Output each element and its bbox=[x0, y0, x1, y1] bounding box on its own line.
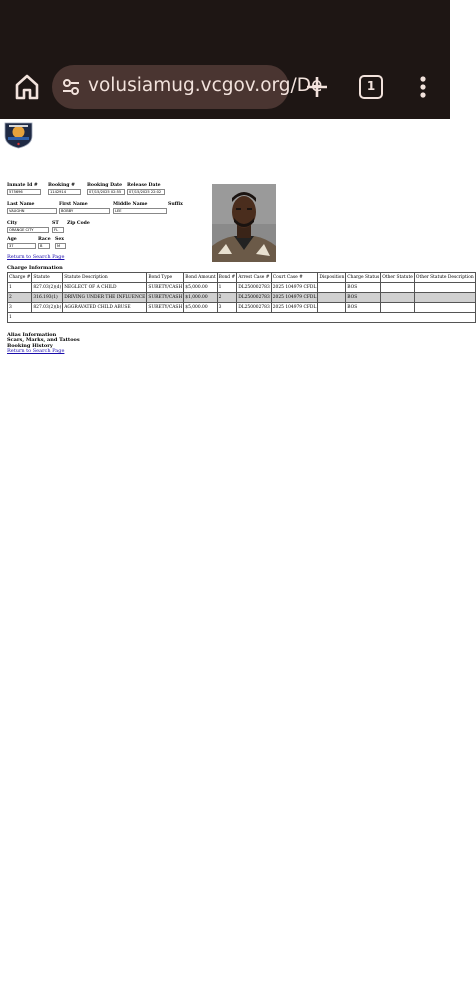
header-other-statute: Other Statute bbox=[381, 273, 415, 283]
cell: $1,000.00 bbox=[184, 293, 217, 303]
cell bbox=[318, 283, 346, 293]
cell: 2 bbox=[217, 293, 237, 303]
cell: 316.193(1) bbox=[32, 293, 63, 303]
scars-marks-tattoos-heading: Scars, Marks, and Tattoos bbox=[7, 337, 80, 343]
cell: 2025 104979 CFDL bbox=[271, 303, 318, 313]
booking-date-label: Booking Date bbox=[87, 183, 123, 188]
age-label: Age bbox=[7, 237, 17, 242]
cell bbox=[414, 283, 475, 293]
county-seal-logo bbox=[3, 121, 34, 149]
return-to-search-link-bottom[interactable]: Return to Search Page bbox=[7, 348, 65, 354]
new-tab-icon[interactable] bbox=[304, 72, 330, 102]
header-statute-description: Statute Description bbox=[63, 273, 147, 283]
more-menu-icon[interactable] bbox=[414, 72, 432, 102]
header-other-statute-description: Other Statute Description bbox=[414, 273, 475, 283]
middle-name-field bbox=[113, 202, 167, 214]
first-name-value: BOBBY bbox=[59, 208, 110, 214]
last-name-label: Last Name bbox=[7, 202, 35, 207]
city-value: ORANGE CITY bbox=[7, 227, 49, 233]
home-icon[interactable] bbox=[12, 72, 42, 102]
table-pager[interactable]: 1 bbox=[8, 313, 476, 323]
cell: 827.03(2)(b) bbox=[32, 303, 63, 313]
city-field bbox=[7, 221, 49, 233]
zip-label: Zip Code bbox=[67, 221, 90, 226]
cell: 3 bbox=[217, 303, 237, 313]
charges-header-row bbox=[8, 273, 476, 283]
return-to-search-link[interactable]: Return to Search Page bbox=[7, 254, 65, 260]
alias-information-heading: Alias Information bbox=[7, 332, 57, 338]
race-label: Race bbox=[38, 237, 51, 242]
cell: $5,000.00 bbox=[184, 303, 217, 313]
cell: AGGRAVATED CHILD ABUSE bbox=[63, 303, 147, 313]
charge-information-heading: Charge Information bbox=[7, 265, 63, 271]
cell: BOS bbox=[346, 303, 381, 313]
cell: SURETY/CASH bbox=[147, 283, 184, 293]
booking-history-heading: Booking History bbox=[7, 343, 53, 349]
inmate-id-label: Inmate Id # bbox=[7, 183, 38, 188]
cell: 3 bbox=[8, 303, 32, 313]
booking-date-field bbox=[87, 183, 125, 195]
cell: DL250002783 bbox=[237, 283, 272, 293]
middle-name-label: Middle Name bbox=[113, 202, 148, 207]
release-date-value: 07/15/2025 22:02 bbox=[127, 189, 165, 195]
cell: SURETY/CASH bbox=[147, 293, 184, 303]
booking-date-value: 07/15/2025 02:55 bbox=[87, 189, 125, 195]
status-bar bbox=[0, 0, 450, 56]
sex-field bbox=[55, 237, 69, 249]
sex-label: Sex bbox=[55, 237, 64, 242]
booking-photo bbox=[212, 184, 276, 262]
cell: BOS bbox=[346, 283, 381, 293]
age-field bbox=[7, 237, 37, 249]
city-label: City bbox=[7, 221, 18, 226]
state-value: FL bbox=[52, 227, 64, 233]
booking-number-value: 1142914 bbox=[48, 189, 81, 195]
suffix-label: Suffix bbox=[168, 202, 183, 207]
state-label: ST bbox=[52, 221, 59, 226]
charges-table bbox=[7, 272, 476, 323]
cell: DRIVING UNDER THE INFLUENCE bbox=[63, 293, 147, 303]
race-value: B bbox=[38, 243, 50, 249]
age-value: 37 bbox=[7, 243, 36, 249]
cell bbox=[381, 283, 415, 293]
cell bbox=[318, 303, 346, 313]
booking-number-label: Booking # bbox=[48, 183, 75, 188]
cell bbox=[414, 303, 475, 313]
cell: 1 bbox=[217, 283, 237, 293]
browser-toolbar bbox=[0, 56, 450, 119]
cell bbox=[414, 293, 475, 303]
zip-field bbox=[67, 221, 95, 227]
release-date-field bbox=[127, 183, 167, 195]
site-settings-icon[interactable] bbox=[61, 77, 81, 97]
header-charge-number: Charge # bbox=[8, 273, 32, 283]
state-field bbox=[52, 221, 66, 233]
header-statute: Statute bbox=[32, 273, 63, 283]
cell bbox=[381, 303, 415, 313]
cell: $5,000.00 bbox=[184, 283, 217, 293]
cell: 2025 104979 CFDL bbox=[271, 283, 318, 293]
last-name-field bbox=[7, 202, 57, 214]
header-bond-number: Bond # bbox=[217, 273, 237, 283]
header-disposition: Disposition bbox=[318, 273, 346, 283]
table-row bbox=[8, 293, 476, 303]
sex-value: M bbox=[55, 243, 66, 249]
race-field bbox=[38, 237, 52, 249]
booking-number-field bbox=[48, 183, 84, 195]
table-row bbox=[8, 303, 476, 313]
cell: 1 bbox=[8, 283, 32, 293]
cell: NEGLECT OF A CHILD bbox=[63, 283, 147, 293]
table-footer-row bbox=[8, 313, 476, 323]
cell: SURETY/CASH bbox=[147, 303, 184, 313]
header-bond-amount: Bond Amount bbox=[184, 273, 217, 283]
header-charge-status: Charge Status bbox=[346, 273, 381, 283]
cell: 2 bbox=[8, 293, 32, 303]
cell: 2025 104979 CFDL bbox=[271, 293, 318, 303]
inmate-id-value: 575696 bbox=[7, 189, 41, 195]
cell: DL250002783 bbox=[237, 293, 272, 303]
cell bbox=[381, 293, 415, 303]
suffix-field bbox=[168, 202, 188, 208]
cell: BOS bbox=[346, 293, 381, 303]
header-bond-type: Bond Type bbox=[147, 273, 184, 283]
first-name-label: First Name bbox=[59, 202, 88, 207]
first-name-field bbox=[59, 202, 111, 214]
table-row bbox=[8, 283, 476, 293]
cell: 827.03(2)(d) bbox=[32, 283, 63, 293]
middle-name-value: LEE bbox=[113, 208, 167, 214]
url-bar[interactable] bbox=[52, 65, 323, 109]
tab-switcher-button[interactable]: 1 bbox=[359, 75, 383, 99]
cell: DL250002783 bbox=[237, 303, 272, 313]
release-date-label: Release Date bbox=[127, 183, 161, 188]
inmate-id-field bbox=[7, 183, 43, 195]
header-court-case: Court Case # bbox=[271, 273, 318, 283]
url-text[interactable]: volusiamug.vcgov.org/De bbox=[88, 75, 323, 96]
cell bbox=[318, 293, 346, 303]
header-arrest-case: Arrest Case # bbox=[237, 273, 272, 283]
last-name-value: VAUGHN bbox=[7, 208, 57, 214]
